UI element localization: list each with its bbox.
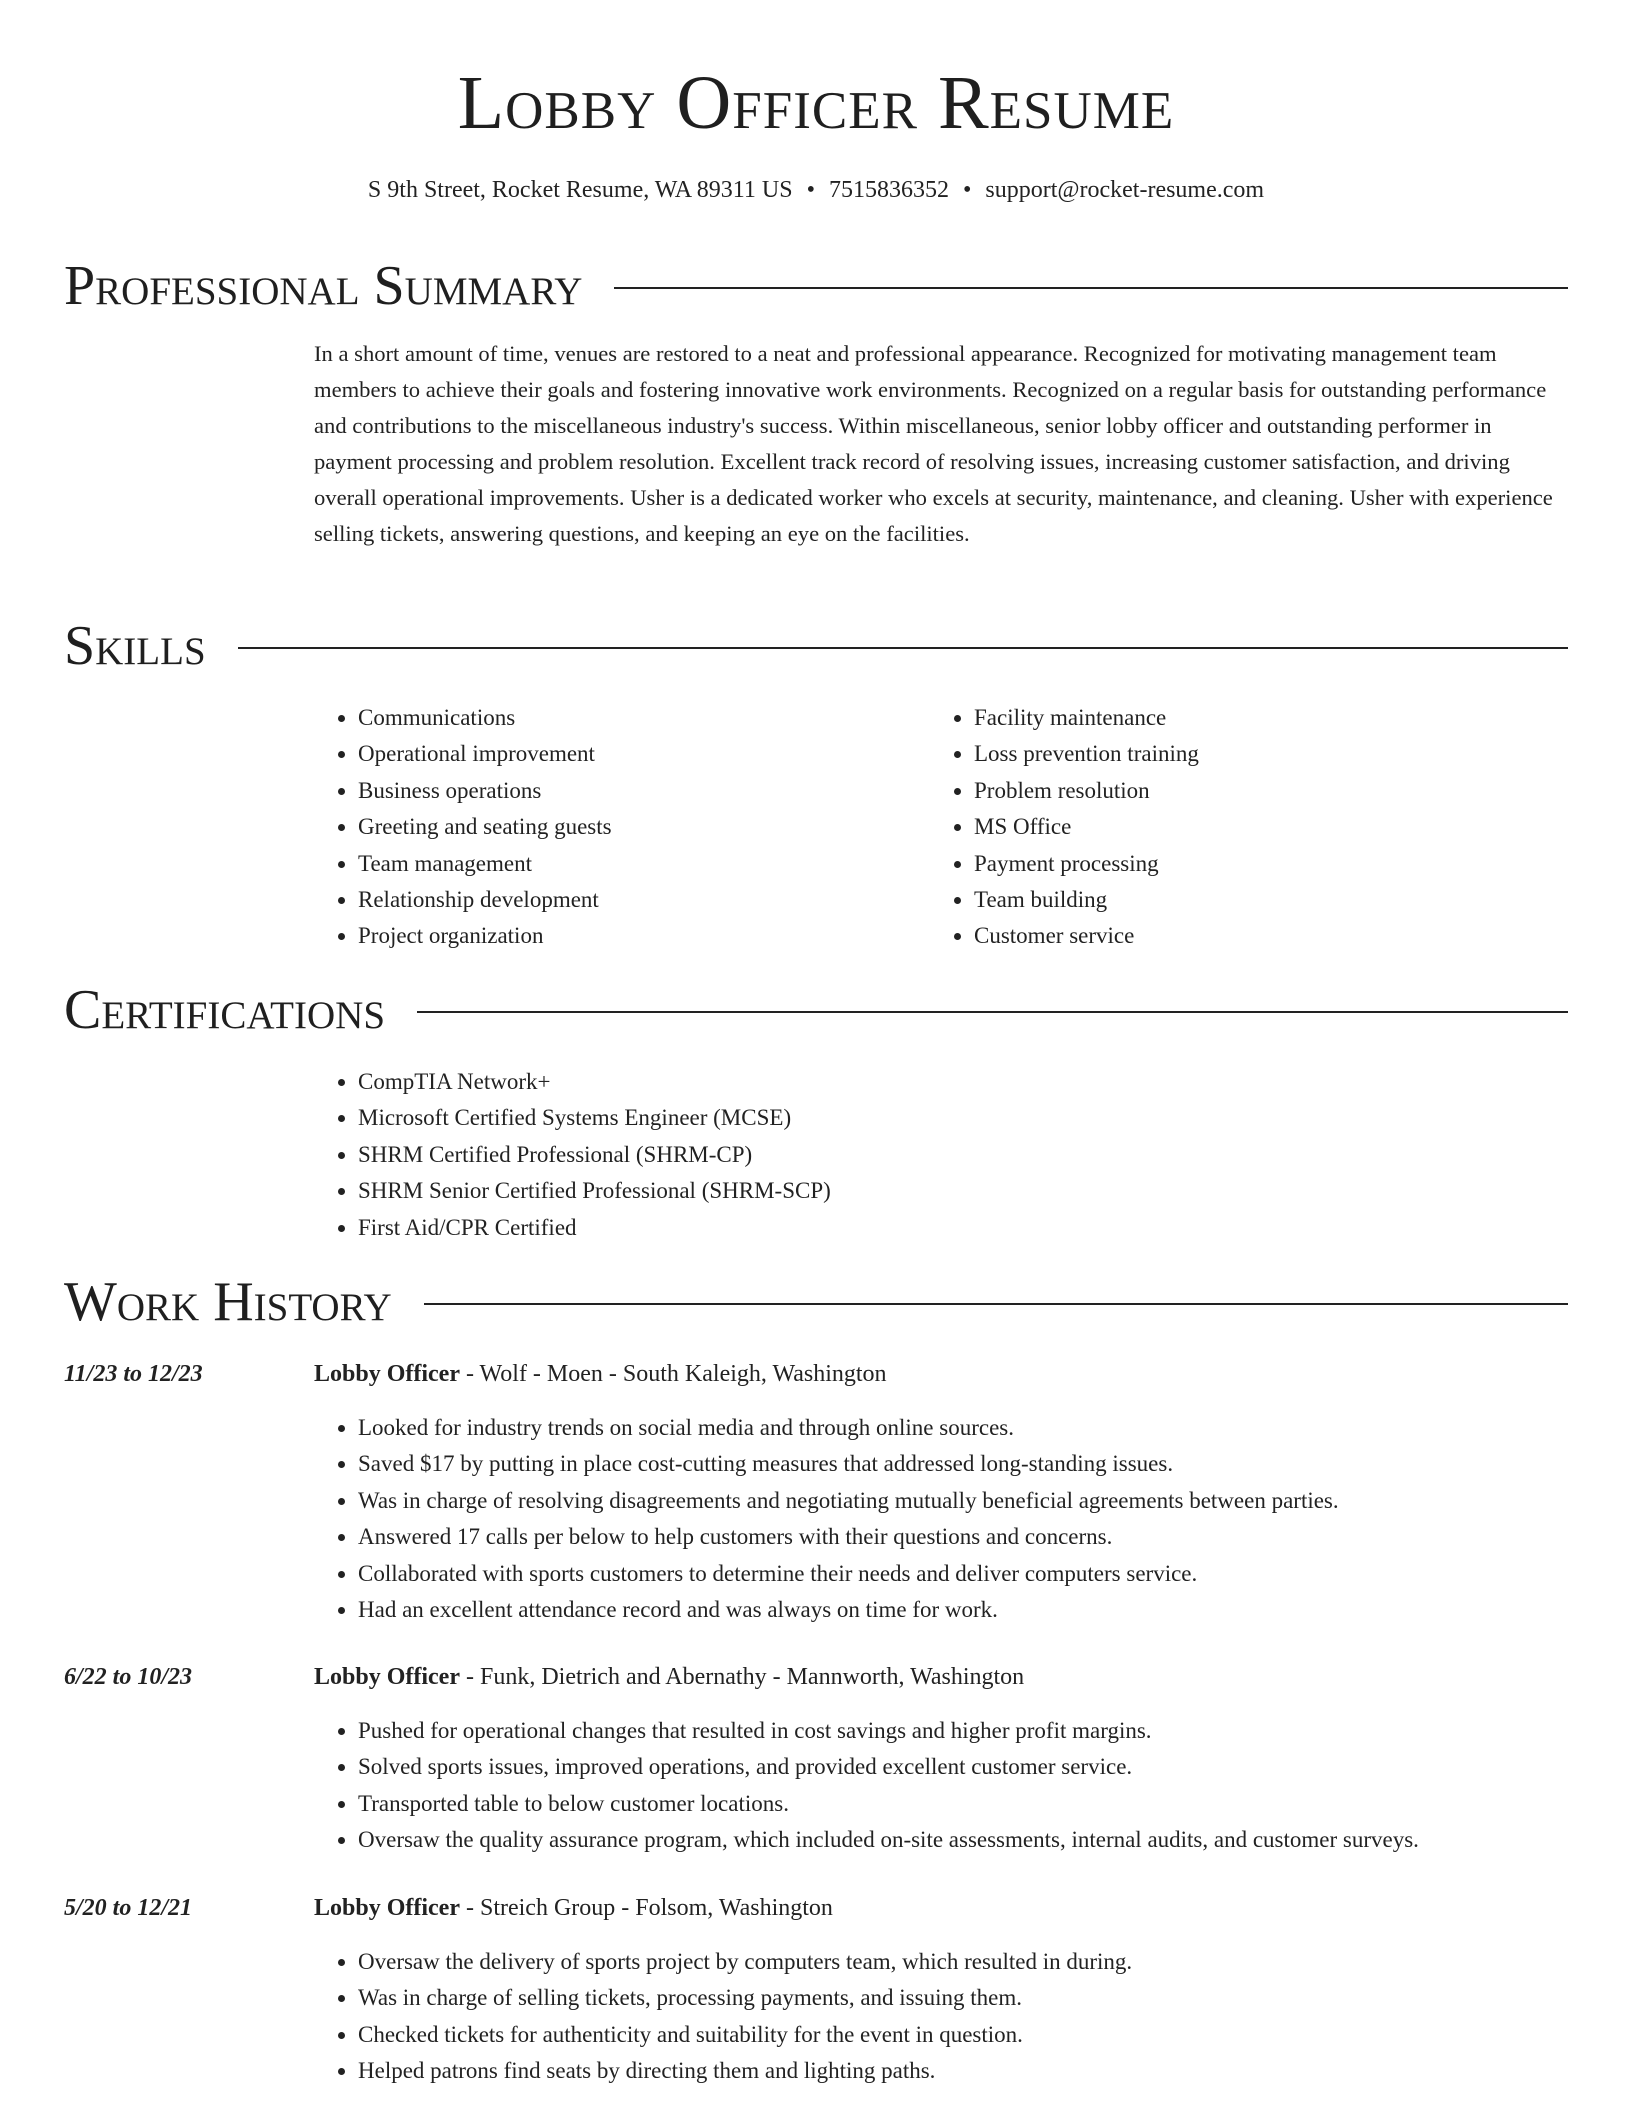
contact-separator: •: [962, 177, 972, 203]
section-divider: [417, 1011, 1568, 1013]
skill-item: • Team management: [358, 846, 938, 882]
skill-item: • Operational improvement: [358, 736, 938, 772]
job-role: Lobby Officer: [314, 1664, 460, 1690]
job-bullets: [314, 1944, 1618, 2090]
skill-item: • Customer service: [974, 918, 1574, 954]
certification-item: • Microsoft Certified Systems Engineer (MCSE): [358, 1100, 1558, 1136]
skills-list-left: [314, 700, 938, 955]
section-divider: [614, 287, 1568, 289]
job-heading: [314, 1661, 1024, 1693]
job-bullets: [314, 1713, 1632, 1859]
job-bullet: • Pushed for operational changes that resulted in cost savings and higher profit margins.: [358, 1713, 1632, 1749]
section-divider: [424, 1303, 1568, 1305]
skill-item: • Greeting and seating guests: [358, 809, 938, 845]
job-heading: [314, 1358, 887, 1390]
skills-list-right: [930, 700, 1574, 955]
section-header-work-history: [64, 1270, 1568, 1334]
job-bullet: • Checked tickets for authenticity and suitability for the event in question.: [358, 2017, 1618, 2053]
skill-item: • Team building: [974, 882, 1574, 918]
skill-item: • Communications: [358, 700, 938, 736]
skill-item: • MS Office: [974, 809, 1574, 845]
job-employer: - Wolf - Moen - South Kaleigh, Washington: [459, 1361, 887, 1387]
job-bullets: [314, 1410, 1618, 1628]
certifications-list: [314, 1064, 1558, 1246]
job-dates: 6/22 to 10/23: [64, 1664, 193, 1690]
skill-item: • Payment processing: [974, 846, 1574, 882]
job-heading: [314, 1892, 833, 1924]
job-bullet: • Oversaw the quality assurance program, which included on-site assessments, internal audits, and customer surveys.: [358, 1822, 1632, 1858]
job-bullet: • Solved sports issues, improved operations, and provided excellent customer service.: [358, 1749, 1632, 1785]
job-employer: - Streich Group - Folsom, Washington: [459, 1895, 833, 1921]
section-header-skills: [64, 614, 1568, 678]
contact-line: [0, 174, 1632, 206]
skill-item: • Loss prevention training: [974, 736, 1574, 772]
skill-item: • Project organization: [358, 918, 938, 954]
summary-text: In a short amount of time, venues are restored to a neat and professional appearance. Recognized for motivating management team members to achieve their goals and fostering innovative work environments. Recognized on a regular basis for outstanding performance and contributions to the miscellaneous industry's success. Within miscellaneous, senior lobby officer and outstanding performer in payment processing and problem resolution. Excellent track record of resolving issues, increasing customer satisfaction, and driving overall operational improvements. Usher is a dedicated worker who excels at security, maintenance, and cleaning. Usher with experience selling tickets, answering questions, and keeping an eye on the facilities.: [314, 341, 1553, 546]
skill-item: • Business operations: [358, 773, 938, 809]
resume-title: Lobby Officer Resume: [457, 61, 1175, 145]
certification-item: • First Aid/CPR Certified: [358, 1210, 1558, 1246]
job-bullet: • Looked for industry trends on social media and through online sources.: [358, 1410, 1618, 1446]
section-title-work-history: Work History: [64, 1271, 392, 1333]
job-bullet: • Collaborated with sports customers to determine their needs and deliver computers service.: [358, 1556, 1618, 1592]
job-dates: 11/23 to 12/23: [64, 1361, 203, 1387]
job-bullet: • Transported table to below customer locations.: [358, 1786, 1632, 1822]
certification-item: • CompTIA Network+: [358, 1064, 1558, 1100]
section-header-certifications: [64, 978, 1568, 1042]
certification-item: • SHRM Senior Certified Professional (SHRM-SCP): [358, 1173, 1558, 1209]
job-bullet: • Was in charge of resolving disagreements and negotiating mutually beneficial agreements between parties.: [358, 1483, 1618, 1519]
contact-separator: •: [806, 177, 815, 203]
job-bullet: • Answered 17 calls per below to help customers with their questions and concerns.: [358, 1519, 1618, 1555]
contact-address: S 9th Street, Rocket Resume, WA 89311 US: [367, 177, 793, 203]
job-dates: 5/20 to 12/21: [64, 1895, 193, 1921]
job-role: Lobby Officer: [314, 1895, 460, 1921]
job-bullet: • Helped patrons find seats by directing them and lighting paths.: [358, 2053, 1618, 2089]
section-header-summary: [64, 254, 1568, 318]
job-bullet: • Oversaw the delivery of sports project by computers team, which resulted in during.: [358, 1944, 1618, 1980]
job-bullet: • Was in charge of selling tickets, processing payments, and issuing them.: [358, 1980, 1618, 2016]
skill-item: • Relationship development: [358, 882, 938, 918]
certification-item: • SHRM Certified Professional (SHRM-CP): [358, 1137, 1558, 1173]
section-title-summary: Professional Summary: [64, 255, 583, 317]
section-title-skills: Skills: [64, 615, 206, 677]
contact-email: support@rocket-resume.com: [985, 177, 1265, 203]
skill-item: • Facility maintenance: [974, 700, 1574, 736]
section-title-certifications: Certifications: [64, 979, 386, 1041]
job-role: Lobby Officer: [314, 1361, 460, 1387]
job-bullet: • Saved $17 by putting in place cost-cutting measures that addressed long-standing issues.: [358, 1446, 1618, 1482]
skill-item: • Problem resolution: [974, 773, 1574, 809]
job-bullet: • Had an excellent attendance record and was always on time for work.: [358, 1592, 1618, 1628]
job-employer: - Funk, Dietrich and Abernathy - Mannworth, Washington: [459, 1664, 1025, 1690]
contact-phone: 7515836352: [828, 177, 949, 203]
section-divider: [238, 647, 1568, 649]
